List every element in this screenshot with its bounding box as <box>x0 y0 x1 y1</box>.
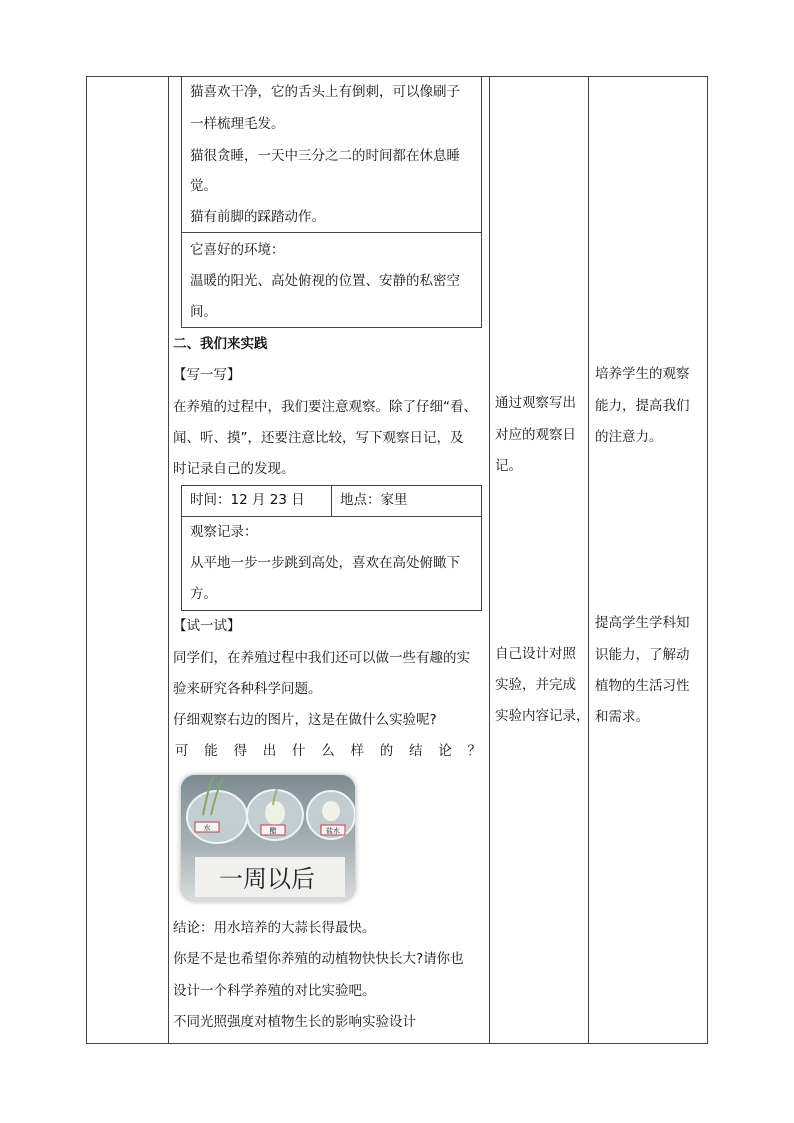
diary-record-line-1: 从平地一步一步跳到高处，喜欢在高处俯瞰下 <box>190 555 460 571</box>
question-char: 可 <box>175 743 189 759</box>
col4-block1-line-1: 培养学生的观察 <box>595 366 690 382</box>
question-char: 的 <box>379 743 394 759</box>
col3-block1-line-3: 记。 <box>495 458 522 474</box>
col4-block2-line-4: 和需求。 <box>595 709 649 725</box>
diary-record-line-2: 方。 <box>190 586 217 602</box>
traits-line-5: 猫有前脚的踩踏动作。 <box>190 209 325 225</box>
diary-record-label: 观察记录： <box>190 524 258 540</box>
environment-line-2: 间。 <box>190 304 217 320</box>
col3-block1-line-2: 对应的观察日 <box>495 427 576 443</box>
label-vinegar: 醋 <box>269 827 277 835</box>
environment-heading: 它喜好的环境： <box>190 242 285 258</box>
col4-block1-line-3: 的注意力。 <box>595 429 663 445</box>
question-line-2: 设计一个科学养殖的对比实验吧。 <box>173 983 376 999</box>
try-line-1: 同学们，在养殖过程中我们还可以做一些有趣的实 <box>173 650 470 666</box>
traits-line-2: 一样梳理毛发。 <box>190 116 285 132</box>
experiment-photo <box>181 775 355 901</box>
diary-col-divider <box>331 485 332 517</box>
question-char: 能 <box>204 743 218 759</box>
question-char: 结 <box>409 743 423 759</box>
design-title: 不同光照强度对植物生长的影响实验设计 <box>173 1014 416 1030</box>
col3-block2-line-2: 实验，并完成 <box>495 677 576 693</box>
question-char: 得 <box>233 743 247 759</box>
diary-time: 时间：12 月 23 日 <box>190 492 305 508</box>
col4-block2-line-1: 提高学生学科知 <box>595 615 690 631</box>
write-para-line-2: 闻、听、摸”，还要注意比较，写下观察日记，及 <box>173 430 464 446</box>
try-line-3: 仔细观察右边的图片，这是在做什么实验呢? <box>173 712 437 728</box>
question-char: 出 <box>262 743 277 759</box>
label-saltwater: 盐水 <box>326 827 340 835</box>
section-heading: 二、我们来实践 <box>173 336 268 352</box>
question-char: 样 <box>350 743 364 759</box>
col4-block2-line-2: 识能力，了解动 <box>595 647 690 663</box>
table-right-border <box>707 76 708 1044</box>
question-char: ？ <box>467 743 481 759</box>
column-divider-2 <box>489 76 490 1044</box>
question-char: 论 <box>438 743 452 759</box>
try-question-line <box>175 741 481 761</box>
diary-place: 地点：家里 <box>340 492 408 508</box>
conclusion-text: 结论：用水培养的大蒜长得最快。 <box>173 920 376 936</box>
photo-caption: 一周以后 <box>219 865 315 893</box>
column-divider-3 <box>588 76 589 1044</box>
col4-block1-line-2: 能力，提高我们 <box>595 398 690 414</box>
col3-block2-line-3: 实验内容记录， <box>495 708 590 724</box>
table-bottom-border <box>86 1043 708 1044</box>
write-tag: 【写一写】 <box>173 367 241 383</box>
col4-block2-line-3: 植物的生活习性 <box>595 678 690 694</box>
question-char: 什 <box>292 743 306 759</box>
col3-block2-line-1: 自己设计对照 <box>495 646 576 662</box>
table-left-border <box>86 76 87 1044</box>
column-divider-1 <box>168 76 169 1044</box>
try-line-2: 验来研究各种科学问题。 <box>173 681 322 697</box>
write-para-line-3: 时记录自己的发现。 <box>173 461 295 477</box>
col3-block1-line-1: 通过观察写出 <box>495 395 576 411</box>
traits-line-4: 觉。 <box>190 178 217 194</box>
environment-line-1: 温暖的阳光、高处俯视的位置、安静的私密空 <box>190 273 460 289</box>
experiment-photo-drawing <box>181 775 355 901</box>
write-para-line-1: 在养殖的过程中，我们要注意观察。除了仔细“看、 <box>173 399 477 415</box>
label-water: 水 <box>203 824 211 832</box>
traits-line-3: 猫很贪睡，一天中三分之二的时间都在休息睡 <box>190 148 460 164</box>
question-char: 么 <box>321 743 335 759</box>
traits-line-1: 猫喜欢干净，它的舌头上有倒刺，可以像刷子 <box>190 84 460 100</box>
try-tag: 【试一试】 <box>173 618 241 634</box>
question-line-1: 你是不是也希望你养殖的动植物快快长大?请你也 <box>173 951 464 967</box>
